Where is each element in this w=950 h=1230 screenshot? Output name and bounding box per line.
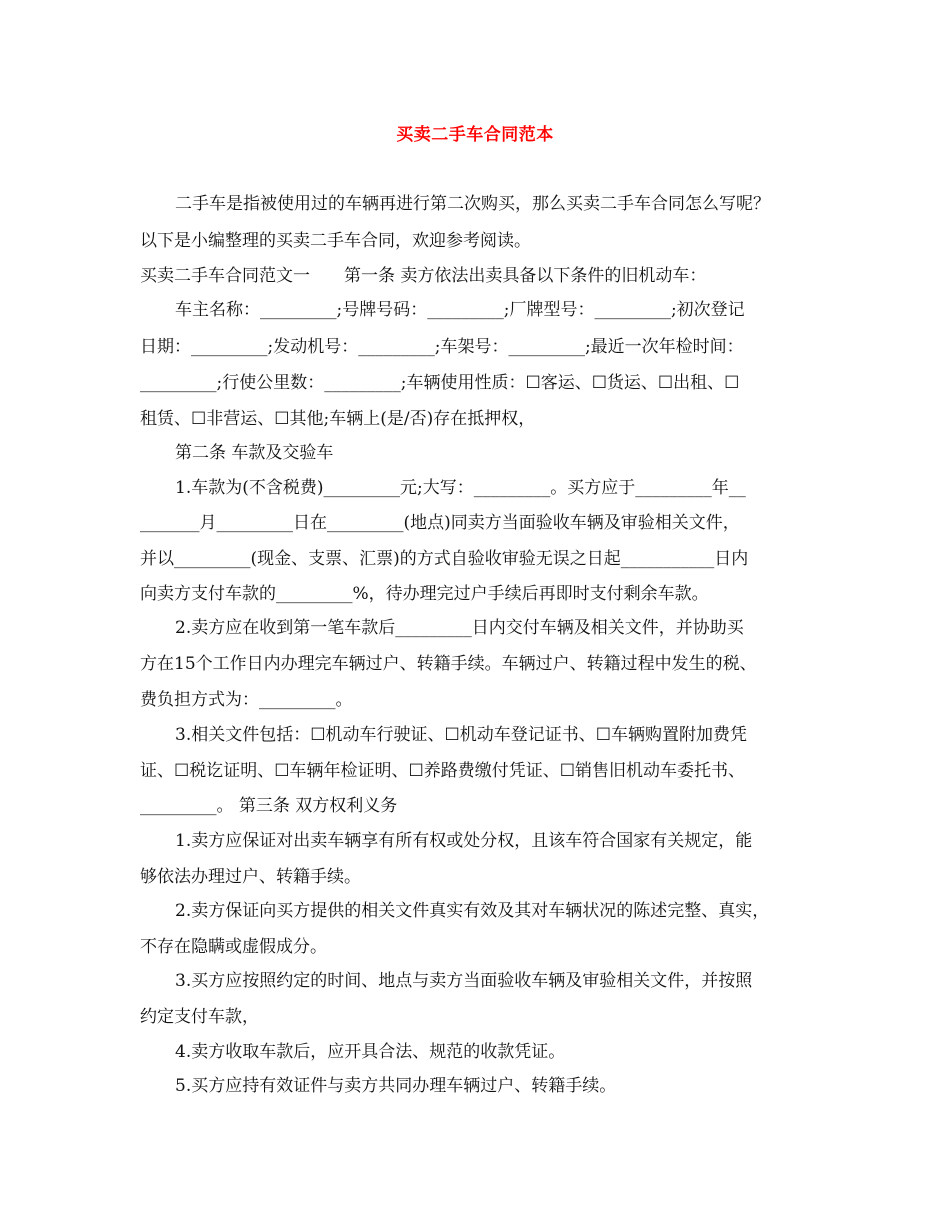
paragraph-line: 4.卖方收取车款后，应开具合法、规范的收款凭证。 [175, 1042, 566, 1062]
paragraph-line: 二手车是指被使用过的车辆再进行第二次购买，那么买卖二手车合同怎么写呢？ [175, 194, 770, 214]
paragraph-line: 以下是小编整理的买卖二手车合同，欢迎参考阅读。 [140, 231, 531, 251]
paragraph-line: 2.卖方保证向买方提供的相关文件真实有效及其对车辆状况的陈述完整、真实， [175, 901, 770, 921]
document-title: 买卖二手车合同范本 [396, 125, 554, 145]
paragraph-line: 2.卖方应在收到第一笔车款后_________日内交付车辆及相关文件，并协助买 [175, 618, 744, 638]
paragraph-line: 约定支付车款， [140, 1007, 259, 1027]
paragraph-line: 租赁、☐非营运、☐其他;车辆上(是/否)存在抵押权， [140, 409, 536, 429]
paragraph-line: 证、☐税讫证明、☐车辆年检证明、☐养路费缴付凭证、☐销售旧机动车委托书、 [140, 761, 745, 781]
paragraph-line: 3.买方应按照约定的时间、地点与卖方当面验收车辆及审验相关文件，并按照 [175, 971, 753, 991]
paragraph-line: 方在15个工作日内办理完车辆过户、转籍手续。车辆过户、转籍过程中发生的税、 [140, 654, 757, 674]
paragraph-line: 1.车款为(不含税费)_________元;大写：_________。买方应于_________年__ [175, 478, 746, 498]
paragraph-line: 5.买方应持有效证件与卖方共同办理车辆过户、转籍手续。 [175, 1076, 617, 1096]
paragraph-line: 向卖方支付车款的_________%，待办理完过户手续后再即时支付剩余车款。 [140, 584, 709, 604]
paragraph-line: 不存在隐瞒或虚假成分。 [140, 937, 327, 957]
paragraph-line: 日期：_________;发动机号：_________;车架号：_________;最近一次年检时间： [140, 337, 744, 357]
paragraph-line: _________;行使公里数：_________;车辆使用性质：☐客运、☐货运、☐出租、☐ [140, 373, 740, 393]
paragraph-line: 车主名称：_________;号牌号码：_________;厂牌型号：_________;初次登记 [175, 300, 745, 320]
paragraph-line: 够依法办理过户、转籍手续。 [140, 867, 361, 887]
paragraph-line: _______月_________日在_________(地点)同卖方当面验收车辆及审验相关文件， [140, 513, 740, 533]
paragraph-line: 1.卖方应保证对出卖车辆享有所有权或处分权，且该车符合国家有关规定，能 [175, 831, 753, 851]
section-heading: _________。 第三条 双方权利义务 [140, 796, 398, 816]
paragraph-line: 买卖二手车合同范文一 第一条 卖方依法出卖具备以下条件的旧机动车： [140, 266, 707, 286]
paragraph-line: 3.相关文件包括：☐机动车行驶证、☐机动车登记证书、☐车辆购置附加费凭 [175, 725, 747, 745]
paragraph-line: 费负担方式为：_________。 [140, 690, 353, 710]
section-heading: 第二条 车款及交验车 [175, 443, 334, 463]
paragraph-line: 并以_________(现金、支票、汇票)的方式自验收审验无误之日起___________日内 [140, 549, 749, 569]
